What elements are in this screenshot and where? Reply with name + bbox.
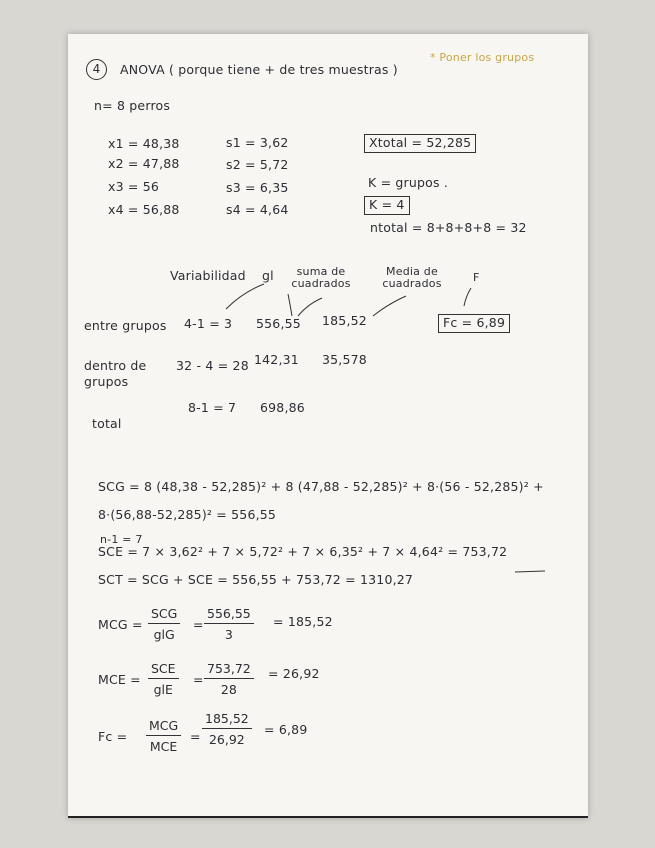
ntotal: ntotal = 8+8+8+8 = 32: [370, 220, 527, 235]
mce-label: MCE =: [98, 672, 141, 687]
sd-3: s3 = 6,35: [226, 180, 289, 195]
fc-label: Fc =: [98, 729, 128, 744]
mcg-fraction-values: [204, 606, 254, 642]
mcg-result: = 185,52: [273, 614, 333, 629]
mcg-label: MCG =: [98, 617, 143, 632]
mcg-numerator: SCG: [148, 606, 180, 624]
mce-fraction-symbolic: [148, 661, 179, 697]
notebook-page: [68, 34, 588, 818]
n-minus-one: n-1 = 7: [100, 533, 143, 546]
mce-denominator: glE: [153, 682, 173, 697]
row-gl-total: 8-1 = 7: [188, 400, 237, 415]
header-mean-sq: Media de cuadrados: [382, 265, 442, 290]
sce-formula: SCE = 7 × 3,62² + 7 × 5,72² + 7 × 6,35² + 7 × 4,64² = 753,72: [98, 544, 508, 559]
scg-line-1: SCG = 8 (48,38 - 52,285)² + 8 (47,88 - 52,285)² + 8·(56 - 52,285)² +: [98, 479, 544, 494]
row-mc-within: 35,578: [322, 352, 367, 367]
mce-value-numerator: 753,72: [204, 661, 254, 679]
sd-2: s2 = 5,72: [226, 157, 289, 172]
header-f: F: [473, 271, 480, 284]
side-note: * Poner los grupos: [430, 51, 535, 64]
mce-equals: =: [193, 672, 204, 687]
row-gl-within: 32 - 4 = 28: [176, 358, 249, 373]
scg-line-2: 8·(56,88-52,285)² = 556,55: [98, 507, 277, 522]
fc-fraction-symbolic: [146, 718, 181, 754]
xtotal-box: Xtotal = 52,285: [364, 134, 476, 153]
sample-size: n= 8 perros: [94, 98, 171, 113]
fc-equals: =: [190, 729, 201, 744]
header-variability: Variabilidad: [170, 268, 246, 283]
fc-result: = 6,89: [264, 722, 308, 737]
f-value-box: Fc = 6,89: [438, 314, 510, 333]
mean-1: x1 = 48,38: [108, 136, 180, 151]
sd-1: s1 = 3,62: [226, 135, 289, 150]
row-gl-between: 4-1 = 3: [184, 316, 233, 331]
mce-result: = 26,92: [268, 666, 320, 681]
fc-fraction-values: [202, 711, 252, 747]
fc-denominator: MCE: [149, 739, 178, 754]
mean-4: x4 = 56,88: [108, 202, 180, 217]
mcg-fraction-symbolic: [148, 606, 180, 642]
fc-value-numerator: 185,52: [202, 711, 252, 729]
mean-3: x3 = 56: [108, 179, 160, 194]
row-mc-between: 185,52: [322, 313, 367, 328]
fc-value-denominator: 26,92: [208, 732, 245, 747]
mcg-equals: =: [193, 617, 204, 632]
mcg-denominator: glG: [153, 627, 175, 642]
mcg-value-denominator: 3: [224, 627, 233, 642]
row-sc-within: 142,31: [254, 352, 299, 367]
header-gl: gl: [262, 268, 274, 283]
k-value-box: K = 4: [364, 196, 410, 215]
mcg-value-numerator: 556,55: [204, 606, 254, 624]
problem-number: 4: [86, 59, 107, 80]
row-label-total: total: [92, 416, 122, 431]
row-sc-total: 698,86: [260, 400, 305, 415]
row-sc-between: 556,55: [256, 316, 301, 331]
k-label: K = grupos .: [368, 175, 449, 190]
sd-4: s4 = 4,64: [226, 202, 289, 217]
mce-numerator: SCE: [148, 661, 179, 679]
row-label-within: dentro de grupos: [84, 358, 147, 389]
mce-fraction-values: [204, 661, 254, 697]
row-label-between: entre grupos: [84, 318, 167, 333]
fc-numerator: MCG: [146, 718, 181, 736]
sct-formula: SCT = SCG + SCE = 556,55 + 753,72 = 1310,27: [98, 572, 414, 587]
mean-2: x2 = 47,88: [108, 156, 180, 171]
problem-title: ANOVA ( porque tiene + de tres muestras ): [120, 62, 398, 77]
annotation-strokes: [68, 34, 588, 816]
mce-value-denominator: 28: [220, 682, 237, 697]
header-sum-sq: suma de cuadrados: [291, 265, 351, 290]
